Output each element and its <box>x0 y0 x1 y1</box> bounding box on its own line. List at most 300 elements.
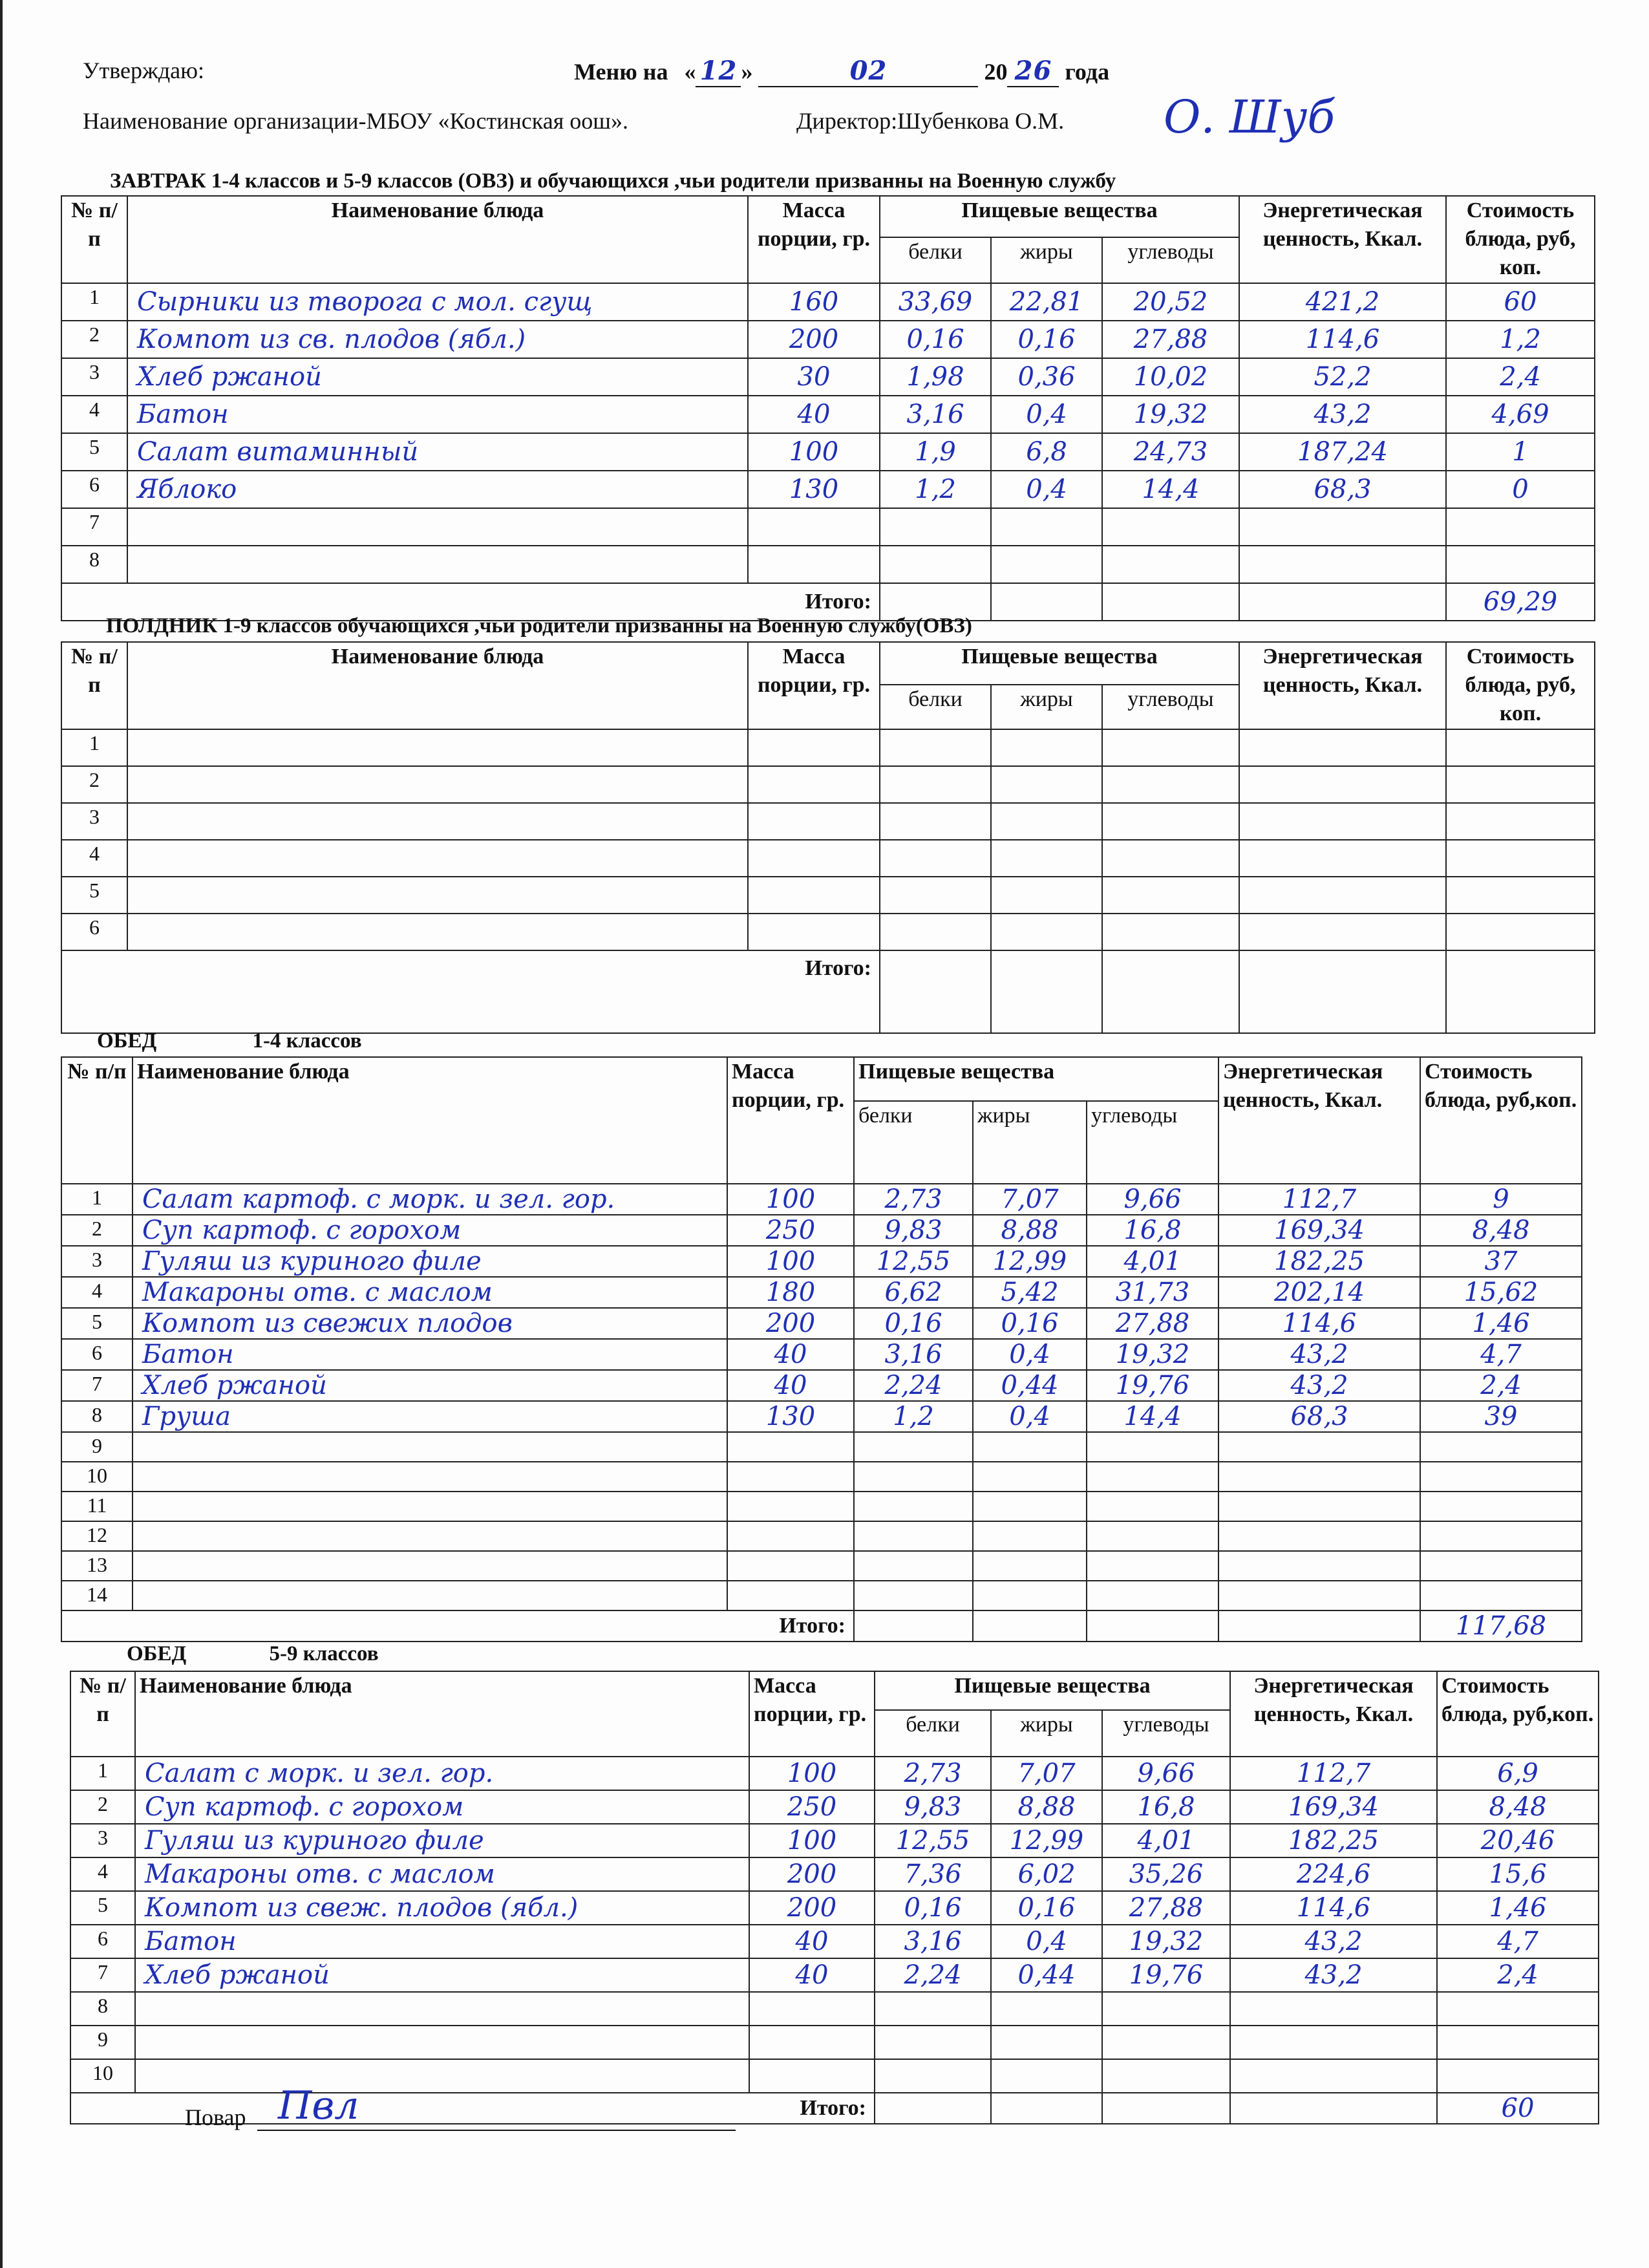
dish-carbs <box>1102 877 1239 914</box>
dish-fat <box>991 2026 1102 2059</box>
dish-carbs <box>1087 1432 1218 1462</box>
dish-fat: 8,88 <box>991 1790 1102 1824</box>
cook-signature: Пвл <box>278 2083 359 2128</box>
snack-title: ПОЛДНИК 1-9 классов обучающихся ,чьи родители призванны на Военную службу(ОВЗ) <box>106 614 972 637</box>
dish-name <box>135 2026 749 2059</box>
dish-name: Сырники из творога с мол. сгущ <box>127 283 748 321</box>
dish-protein: 3,16 <box>875 1925 991 1958</box>
table-row <box>61 840 1595 877</box>
snack-col-mass-header: Масса порции, гр. <box>748 642 880 729</box>
dish-name <box>135 2059 749 2093</box>
row-number: 11 <box>61 1492 133 1521</box>
dish-protein: 1,9 <box>880 433 991 471</box>
dish-energy <box>1239 729 1446 766</box>
table-row <box>61 508 1595 546</box>
lunch59-col-energy-header: Энергетическая ценность, Ккал. <box>1230 1671 1437 1757</box>
cook-line <box>185 2104 736 2131</box>
breakfast-total-label: Итого: <box>61 583 880 621</box>
dish-cost: 20,46 <box>1437 1824 1599 1857</box>
dish-fat: 7,07 <box>991 1757 1102 1790</box>
lunch14-col-name-header: Наименование блюда <box>133 1057 727 1184</box>
dish-mass <box>748 729 880 766</box>
dish-protein: 3,16 <box>880 396 991 433</box>
dish-cost <box>1446 877 1595 914</box>
dish-cost: 9 <box>1420 1184 1582 1215</box>
dish-name <box>127 766 748 803</box>
dish-cost <box>1446 840 1595 877</box>
breakfast-table <box>61 195 1595 621</box>
row-number: 2 <box>61 766 127 803</box>
dish-energy <box>1218 1581 1420 1610</box>
dish-protein: 2,24 <box>875 1958 991 1992</box>
dish-energy <box>1230 2059 1437 2093</box>
snack-col-protein-header: белки <box>880 685 991 729</box>
table-row <box>61 877 1595 914</box>
year-word: года <box>1065 59 1110 85</box>
menu-day: 12 <box>696 56 741 87</box>
dish-name <box>133 1432 727 1462</box>
row-number: 4 <box>61 840 127 877</box>
dish-energy: 114,6 <box>1218 1308 1420 1339</box>
dish-carbs <box>1102 546 1239 583</box>
dish-cost: 1,46 <box>1420 1308 1582 1339</box>
dish-carbs <box>1102 729 1239 766</box>
dish-cost: 39 <box>1420 1401 1582 1432</box>
dish-mass: 250 <box>749 1790 875 1824</box>
row-number: 10 <box>61 1462 133 1492</box>
row-number: 5 <box>70 1891 135 1925</box>
date-open-quote: « <box>684 59 696 85</box>
dish-fat: 0,44 <box>973 1370 1087 1401</box>
table-row <box>70 1790 1599 1824</box>
col-protein-header: белки <box>880 237 991 283</box>
dish-fat <box>991 877 1102 914</box>
lunch59-total-label: Итого: <box>70 2093 875 2124</box>
dish-carbs <box>1087 1492 1218 1521</box>
dish-energy: 43,2 <box>1230 1925 1437 1958</box>
dish-fat: 7,07 <box>973 1184 1087 1215</box>
dish-name: Батон <box>135 1925 749 1958</box>
dish-cost: 2,4 <box>1446 358 1595 396</box>
lunch14-col-energy-header: Энергетическая ценность, Ккал. <box>1218 1057 1420 1184</box>
dish-protein: 1,2 <box>880 471 991 508</box>
dish-carbs <box>1087 1581 1218 1610</box>
dish-mass: 250 <box>727 1215 854 1246</box>
dish-mass <box>727 1492 854 1521</box>
dish-mass <box>727 1551 854 1581</box>
dish-carbs <box>1102 914 1239 950</box>
dish-name <box>133 1462 727 1492</box>
lunch14-col-fat-header: жиры <box>973 1101 1087 1184</box>
dish-fat: 5,42 <box>973 1277 1087 1308</box>
dish-carbs: 19,32 <box>1102 396 1239 433</box>
row-number: 9 <box>61 1432 133 1462</box>
dish-name: Хлеб ржаной <box>127 358 748 396</box>
dish-cost <box>1437 1992 1599 2026</box>
dish-protein: 7,36 <box>875 1857 991 1891</box>
dish-cost <box>1446 729 1595 766</box>
table-row <box>70 1824 1599 1857</box>
dish-fat: 6,02 <box>991 1857 1102 1891</box>
dish-energy: 43,2 <box>1218 1339 1420 1370</box>
dish-protein: 33,69 <box>880 283 991 321</box>
year-prefix: 20 <box>984 59 1008 85</box>
snack-col-carbs-header: углеводы <box>1102 685 1239 729</box>
dish-energy <box>1218 1432 1420 1462</box>
dish-carbs <box>1102 2026 1230 2059</box>
dish-fat: 0,44 <box>991 1958 1102 1992</box>
row-number: 2 <box>70 1790 135 1824</box>
dish-protein: 2,24 <box>854 1370 973 1401</box>
dish-protein <box>875 2026 991 2059</box>
dish-fat: 8,88 <box>973 1215 1087 1246</box>
lunch14-title-word: ОБЕД <box>97 1029 157 1053</box>
row-number: 14 <box>61 1581 133 1610</box>
dish-carbs: 27,88 <box>1102 1891 1230 1925</box>
dish-fat <box>973 1581 1087 1610</box>
row-number: 3 <box>61 803 127 840</box>
dish-name: Батон <box>127 396 748 433</box>
dish-energy <box>1218 1551 1420 1581</box>
dish-fat <box>973 1521 1087 1551</box>
row-number: 12 <box>61 1521 133 1551</box>
snack-col-cost-header: Стоимость блюда, руб, коп. <box>1446 642 1595 729</box>
dish-energy: 112,7 <box>1218 1184 1420 1215</box>
dish-name: Яблоко <box>127 471 748 508</box>
snack-table <box>61 641 1595 1034</box>
row-number: 6 <box>70 1925 135 1958</box>
dish-name: Макароны отв. с маслом <box>133 1277 727 1308</box>
dish-energy <box>1239 803 1446 840</box>
dish-cost: 2,4 <box>1437 1958 1599 1992</box>
dish-energy <box>1230 2026 1437 2059</box>
dish-fat <box>973 1432 1087 1462</box>
dish-cost <box>1420 1462 1582 1492</box>
table-row <box>70 1857 1599 1891</box>
dish-mass: 200 <box>727 1308 854 1339</box>
lunch59-table <box>70 1671 1599 2124</box>
dish-carbs: 24,73 <box>1102 433 1239 471</box>
table-row <box>61 1308 1582 1339</box>
dish-carbs: 4,01 <box>1102 1824 1230 1857</box>
dish-mass <box>748 546 880 583</box>
dish-name: Хлеб ржаной <box>133 1370 727 1401</box>
dish-carbs: 16,8 <box>1102 1790 1230 1824</box>
dish-protein <box>854 1551 973 1581</box>
lunch14-col-protein-header: белки <box>854 1101 973 1184</box>
dish-carbs: 14,4 <box>1102 471 1239 508</box>
col-carbs-header: углеводы <box>1102 237 1239 283</box>
dish-fat: 0,4 <box>991 471 1102 508</box>
row-number: 1 <box>70 1757 135 1790</box>
dish-energy: 68,3 <box>1239 471 1446 508</box>
table-row <box>61 1432 1582 1462</box>
dish-name: Хлеб ржаной <box>135 1958 749 1992</box>
row-number: 9 <box>70 2026 135 2059</box>
director-name: Директор:Шубенкова О.М. <box>796 108 1065 134</box>
dish-protein <box>875 1992 991 2026</box>
dish-carbs: 16,8 <box>1087 1215 1218 1246</box>
snack-total-value <box>1446 950 1595 1033</box>
lunch14-col-mass-header: Масса порции, гр. <box>727 1057 854 1184</box>
dish-carbs <box>1102 840 1239 877</box>
dish-energy: 182,25 <box>1230 1824 1437 1857</box>
dish-mass: 40 <box>727 1339 854 1370</box>
dish-energy: 187,24 <box>1239 433 1446 471</box>
dish-cost <box>1446 914 1595 950</box>
row-number: 5 <box>61 1308 133 1339</box>
director-signature: О. Шуб <box>1164 91 1335 144</box>
cook-label: Повар <box>185 2104 246 2130</box>
table-row <box>61 1246 1582 1277</box>
dish-name: Салат витаминный <box>127 433 748 471</box>
dish-cost: 15,6 <box>1437 1857 1599 1891</box>
dish-fat: 0,4 <box>991 1925 1102 1958</box>
scan-edge <box>0 0 3 2268</box>
dish-carbs: 19,76 <box>1087 1370 1218 1401</box>
row-number: 5 <box>61 877 127 914</box>
snack-col-num-header: № п/п <box>61 642 127 729</box>
dish-cost <box>1420 1492 1582 1521</box>
dish-cost: 4,69 <box>1446 396 1595 433</box>
dish-name <box>127 914 748 950</box>
dish-name: Компот из свеж. плодов (ябл.) <box>135 1891 749 1925</box>
dish-fat: 0,36 <box>991 358 1102 396</box>
dish-protein <box>875 2059 991 2093</box>
dish-protein: 1,98 <box>880 358 991 396</box>
dish-name: Салат картоф. с морк. и зел. гор. <box>133 1184 727 1215</box>
dish-name <box>133 1492 727 1521</box>
row-number: 2 <box>61 1215 133 1246</box>
dish-cost <box>1420 1432 1582 1462</box>
dish-energy: 114,6 <box>1239 321 1446 358</box>
dish-energy: 43,2 <box>1230 1958 1437 1992</box>
dish-fat: 0,16 <box>991 321 1102 358</box>
table-row <box>70 1992 1599 2026</box>
dish-cost: 0 <box>1446 471 1595 508</box>
dish-name <box>127 508 748 546</box>
dish-name <box>135 1992 749 2026</box>
row-number: 6 <box>61 471 127 508</box>
dish-energy <box>1239 840 1446 877</box>
dish-protein: 0,16 <box>880 321 991 358</box>
dish-cost: 2,4 <box>1420 1370 1582 1401</box>
row-number: 3 <box>70 1824 135 1857</box>
dish-energy: 52,2 <box>1239 358 1446 396</box>
dish-fat <box>973 1462 1087 1492</box>
dish-cost: 1,2 <box>1446 321 1595 358</box>
dish-name: Компот из свежих плодов <box>133 1308 727 1339</box>
lunch59-total-value: 60 <box>1437 2093 1599 2124</box>
dish-cost: 6,9 <box>1437 1757 1599 1790</box>
dish-protein: 12,55 <box>854 1246 973 1277</box>
table-row <box>61 1462 1582 1492</box>
col-num-header: № п/п <box>61 196 127 283</box>
table-row <box>61 433 1595 471</box>
dish-mass <box>748 840 880 877</box>
table-row <box>61 471 1595 508</box>
dish-name <box>127 546 748 583</box>
dish-carbs <box>1087 1551 1218 1581</box>
dish-mass <box>748 914 880 950</box>
dish-carbs: 4,01 <box>1087 1246 1218 1277</box>
table-row <box>70 1891 1599 1925</box>
dish-energy: 169,34 <box>1230 1790 1437 1824</box>
dish-carbs <box>1102 508 1239 546</box>
dish-energy <box>1218 1521 1420 1551</box>
dish-mass: 200 <box>749 1891 875 1925</box>
dish-carbs: 19,32 <box>1087 1339 1218 1370</box>
dish-protein <box>854 1462 973 1492</box>
dish-carbs: 31,73 <box>1087 1277 1218 1308</box>
dish-cost: 8,48 <box>1437 1790 1599 1824</box>
lunch59-col-mass-header: Масса порции, гр. <box>749 1671 875 1757</box>
dish-mass: 100 <box>727 1246 854 1277</box>
dish-carbs <box>1087 1462 1218 1492</box>
dish-protein <box>880 766 991 803</box>
date-close-quote: » <box>741 59 753 85</box>
dish-fat <box>991 803 1102 840</box>
dish-energy <box>1218 1462 1420 1492</box>
row-number: 2 <box>61 321 127 358</box>
dish-mass <box>748 508 880 546</box>
table-row <box>61 321 1595 358</box>
col-fat-header: жиры <box>991 237 1102 283</box>
dish-protein <box>880 877 991 914</box>
dish-protein: 2,73 <box>875 1757 991 1790</box>
dish-mass <box>748 766 880 803</box>
dish-carbs: 35,26 <box>1102 1857 1230 1891</box>
dish-mass: 130 <box>727 1401 854 1432</box>
table-row <box>61 803 1595 840</box>
dish-fat <box>991 914 1102 950</box>
dish-protein: 6,62 <box>854 1277 973 1308</box>
row-number: 8 <box>61 546 127 583</box>
dish-mass: 160 <box>748 283 880 321</box>
snack-total-label: Итого: <box>61 950 880 1033</box>
lunch59-title-word: ОБЕД <box>127 1642 187 1665</box>
dish-name <box>127 877 748 914</box>
dish-name: Гуляш из куриного филе <box>133 1246 727 1277</box>
dish-cost: 15,62 <box>1420 1277 1582 1308</box>
dish-cost <box>1446 546 1595 583</box>
dish-name: Суп картоф. с горохом <box>135 1790 749 1824</box>
table-row <box>61 766 1595 803</box>
dish-cost <box>1420 1521 1582 1551</box>
dish-protein: 9,83 <box>875 1790 991 1824</box>
row-number: 8 <box>61 1401 133 1432</box>
dish-mass <box>727 1521 854 1551</box>
table-row <box>61 1215 1582 1246</box>
dish-protein: 12,55 <box>875 1824 991 1857</box>
dish-carbs: 27,88 <box>1102 321 1239 358</box>
dish-cost: 60 <box>1446 283 1595 321</box>
dish-fat <box>991 766 1102 803</box>
row-number: 4 <box>61 396 127 433</box>
dish-mass: 100 <box>749 1824 875 1857</box>
dish-name <box>127 803 748 840</box>
dish-energy: 43,2 <box>1218 1370 1420 1401</box>
dish-fat: 0,4 <box>973 1401 1087 1432</box>
dish-cost <box>1420 1581 1582 1610</box>
row-number: 8 <box>70 1992 135 2026</box>
dish-carbs <box>1102 803 1239 840</box>
table-row <box>61 1339 1582 1370</box>
table-row <box>70 1958 1599 1992</box>
lunch14-col-carbs-header: углеводы <box>1087 1101 1218 1184</box>
dish-carbs: 20,52 <box>1102 283 1239 321</box>
dish-mass: 100 <box>749 1757 875 1790</box>
row-number: 7 <box>61 508 127 546</box>
dish-name: Салат с морк. и зел. гор. <box>135 1757 749 1790</box>
dish-fat <box>991 1992 1102 2026</box>
dish-energy: 421,2 <box>1239 283 1446 321</box>
dish-cost <box>1446 508 1595 546</box>
dish-protein <box>854 1521 973 1551</box>
dish-fat: 0,16 <box>973 1308 1087 1339</box>
dish-mass <box>749 1992 875 2026</box>
col-energy-header: Энергетическая ценность, Ккал. <box>1239 196 1446 283</box>
dish-mass <box>748 803 880 840</box>
col-mass-header: Масса порции, гр. <box>748 196 880 283</box>
dish-fat <box>991 546 1102 583</box>
table-row <box>61 1492 1582 1521</box>
dish-cost: 37 <box>1420 1246 1582 1277</box>
dish-energy <box>1230 1992 1437 2026</box>
dish-fat <box>991 729 1102 766</box>
dish-energy <box>1239 914 1446 950</box>
dish-mass <box>748 877 880 914</box>
row-number: 6 <box>61 1339 133 1370</box>
dish-carbs <box>1102 1992 1230 2026</box>
row-number: 13 <box>61 1551 133 1581</box>
lunch59-col-fat-header: жиры <box>991 1710 1102 1757</box>
dish-mass: 100 <box>748 433 880 471</box>
table-row <box>61 1277 1582 1308</box>
dish-protein <box>880 914 991 950</box>
dish-protein <box>854 1492 973 1521</box>
dish-energy: 68,3 <box>1218 1401 1420 1432</box>
dish-name: Компот из св. плодов (ябл.) <box>127 321 748 358</box>
dish-energy: 43,2 <box>1239 396 1446 433</box>
dish-fat: 12,99 <box>991 1824 1102 1857</box>
lunch14-title <box>97 1029 362 1053</box>
dish-fat: 12,99 <box>973 1246 1087 1277</box>
dish-name <box>127 840 748 877</box>
dish-energy <box>1239 877 1446 914</box>
dish-name: Батон <box>133 1339 727 1370</box>
dish-cost <box>1446 766 1595 803</box>
dish-cost: 4,7 <box>1437 1925 1599 1958</box>
dish-mass <box>749 2059 875 2093</box>
lunch59-title <box>127 1642 379 1666</box>
dish-energy: 182,25 <box>1218 1246 1420 1277</box>
lunch59-col-name-header: Наименование блюда <box>135 1671 749 1757</box>
lunch14-col-num-header: № п/п <box>61 1057 133 1184</box>
table-row <box>61 1401 1582 1432</box>
dish-mass: 200 <box>748 321 880 358</box>
dish-carbs: 27,88 <box>1087 1308 1218 1339</box>
table-row <box>70 1925 1599 1958</box>
dish-mass: 130 <box>748 471 880 508</box>
dish-cost <box>1437 2059 1599 2093</box>
dish-fat <box>991 840 1102 877</box>
lunch59-col-num-header: № п/п <box>70 1671 135 1757</box>
dish-protein <box>854 1432 973 1462</box>
table-row <box>61 914 1595 950</box>
dish-energy <box>1239 766 1446 803</box>
menu-year: 26 <box>1007 56 1059 87</box>
